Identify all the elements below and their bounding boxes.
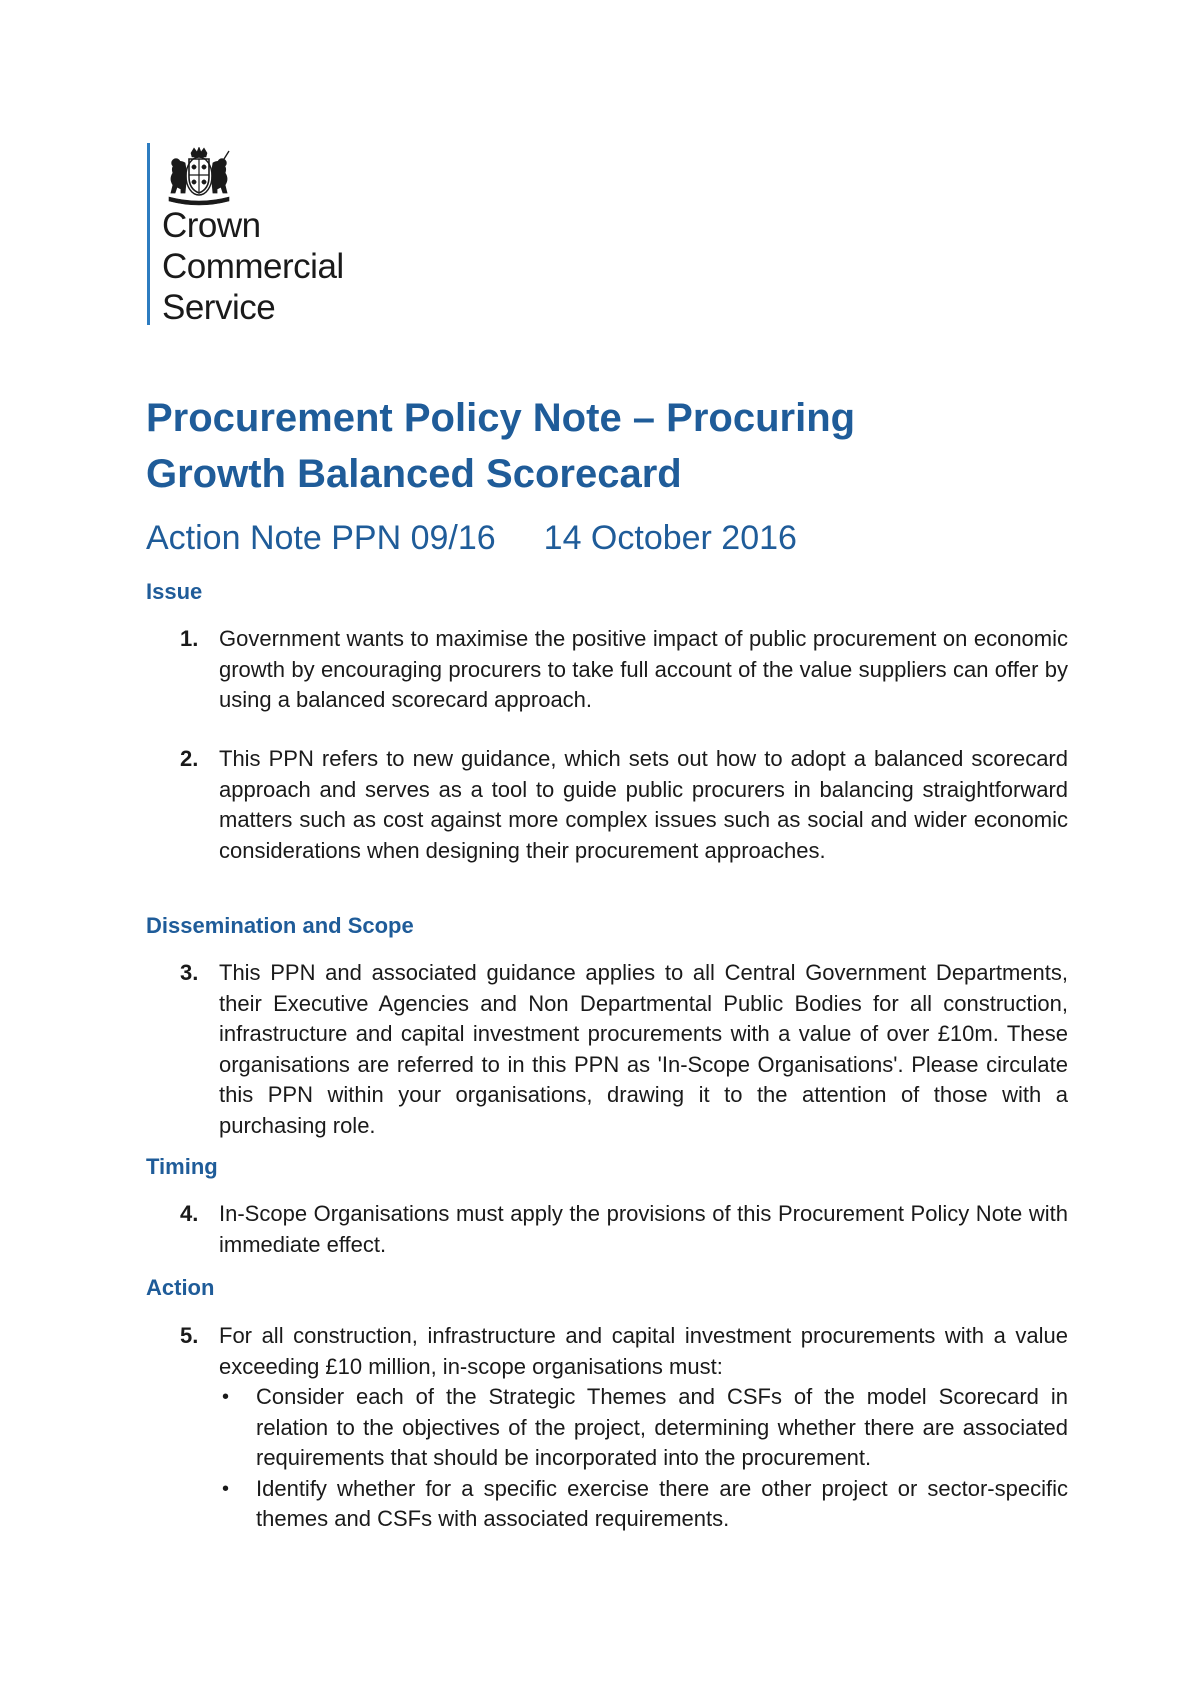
action-note-subtitle [146,516,797,560]
section-heading-dissemination-scope: Dissemination and Scope [146,913,414,938]
paragraph-2 [180,744,1068,866]
bullet-icon: • [222,1477,230,1500]
paragraph-5 [180,1321,1068,1382]
logo-vertical-rule [147,143,150,325]
list-item [219,1474,1068,1535]
section-heading-action: Action [146,1275,215,1300]
section-heading-issue: Issue [146,579,203,604]
list-item [219,1382,1068,1474]
paragraph-text: For all construction, infrastructure and capital investment procurements with a value exceeding £10 million, in-scope organisations must: [219,1323,1068,1379]
bullet-text: Identify whether for a specific exercise there are other project or sector-specific themes and CSFs with associated requirements. [256,1475,1068,1531]
action-bullet-list [219,1382,1068,1535]
paragraph-text: In-Scope Organisations must apply the provisions of this Procurement Policy Note with immediate effect. [219,1201,1068,1257]
logo-line-commercial: Commercial [162,247,344,286]
paragraph-number: 4. [180,1201,199,1226]
paragraph-1 [180,624,1068,716]
paragraph-number: 3. [180,960,199,985]
section-heading-timing: Timing [146,1154,218,1179]
paragraph-4 [180,1199,1068,1260]
title-line-2: Growth Balanced Scorecard [146,452,682,496]
page-title [146,390,1086,502]
paragraph-text: This PPN refers to new guidance, which sets out how to adopt a balanced scorecard approach and serves as a tool to guide public procurers in balancing straightforward matters such as cost against more complex issues such as social and wider economic considerations when designing their procurement approaches. [219,746,1068,863]
action-note-number: Action Note PPN 09/16 [146,519,496,557]
logo-line-crown: Crown [162,206,261,245]
royal-crest-icon [161,147,237,207]
paragraph-text: This PPN and associated guidance applies to all Central Government Departments, their Executive Agencies and Non Departmental Public Bodies for all construction, infrastructure and capital investment procurements with a value of over £10m. These organisations are referred to in this PPN as 'In-Scope Organisations'. Please circulate this PPN within your organisations, drawing it to the attention of those with a purchasing role. [219,960,1068,1138]
crown-commercial-service-logo [147,143,407,325]
paragraph-3 [180,958,1068,1141]
paragraph-text: Government wants to maximise the positive impact of public procurement on economic growth by encouraging procurers to take full account of the value suppliers can offer by using a balanced scorecard approach. [219,626,1068,712]
bullet-text: Consider each of the Strategic Themes and CSFs of the model Scorecard in relation to the objectives of the project, determining whether there are associated requirements that should be incorporated into the procurement. [256,1384,1068,1470]
bullet-icon: • [222,1386,230,1408]
logo-line-service: Service [162,288,276,327]
logo-wordmark [162,205,344,328]
paragraph-number: 2. [180,746,199,771]
title-line-1: Procurement Policy Note – Procuring [146,396,856,440]
action-note-date: 14 October 2016 [543,519,797,557]
paragraph-number: 5. [180,1323,199,1348]
paragraph-number: 1. [180,626,199,651]
